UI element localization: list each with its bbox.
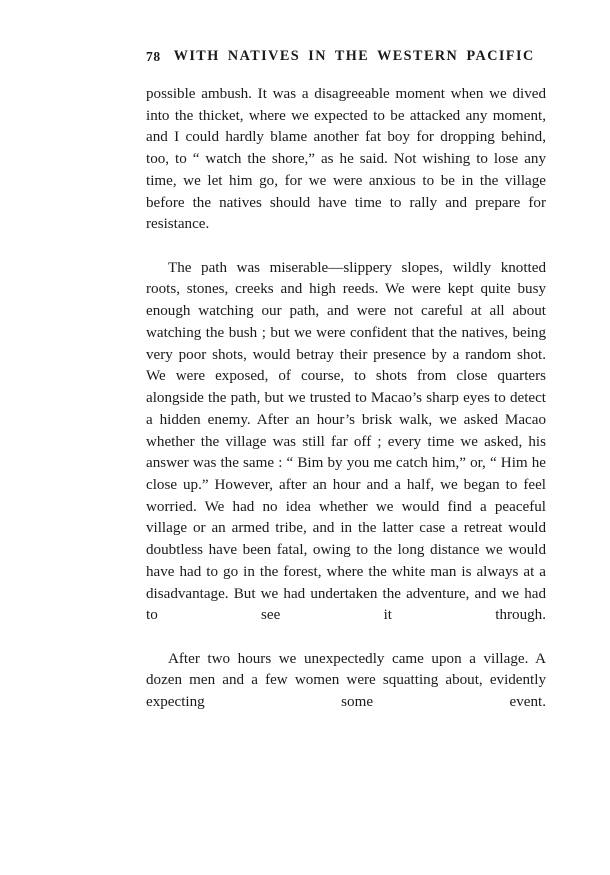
body-text bbox=[146, 84, 546, 736]
page-number: 78 bbox=[146, 48, 161, 64]
paragraph: After two hours we unexpectedly came upon a village. A dozen men and a few women were squatting about, evidently expecting some event. bbox=[146, 650, 546, 711]
running-head bbox=[146, 48, 546, 72]
paragraph: possible ambush. It was a disagreeable moment when we dived into the thicket, where we expected to be attacked any moment, and I could hardly blame another fat boy for dropping behind, too, to “ watch the shore,” as he said. Not wishing to lose any time, we let him go, for we were anxious to be in the village before the natives should have time to rally and prepare for resistance. bbox=[146, 86, 546, 233]
running-head-title: WITH NATIVES IN THE WESTERN PACIFIC bbox=[173, 48, 535, 64]
paragraph: The path was miserable—slippery slopes, wildly knotted roots, stones, creeks and high reeds. We were kept quite busy enough watching our path, and were not careful at all about watching the bush ; but we were confident that the natives, being very poor shots, would betray their presence by a random shot. We were exposed, of course, to shots from close quarters alongside the path, but we trusted to Macao’s sharp eyes to detect a hidden enemy. After an hour’s brisk walk, we asked Macao whether the village was still far off ; every time we asked, his answer was the same : “ Bim by you me catch him,” or, “ Him he close up.” However, after an hour and a half, we began to feel worried. We had no idea whether we would find a peaceful village or an armed tribe, and in the latter case a retreat would doubtless have been fatal, owing to the long distance we would have had to go in the forest, where the white man is always at a disadvantage. But we had undertaken the adventure, and we had to see it through. bbox=[146, 259, 546, 624]
